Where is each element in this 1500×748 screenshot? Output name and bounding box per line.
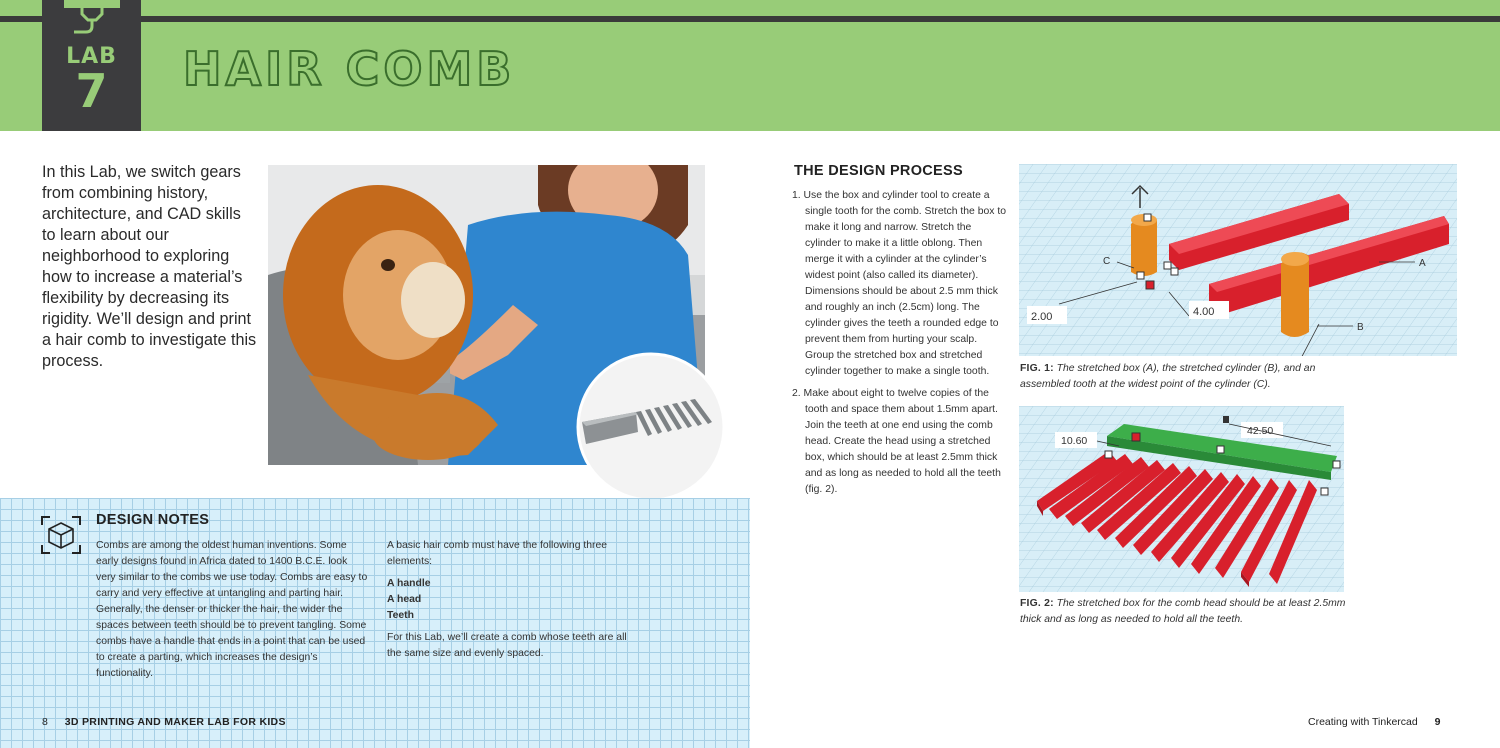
intro-paragraph: In this Lab, we switch gears from combining history, architecture, and CAD skills to learn about our neighborhood to exploring how to increase a material’s flexibility by decreasing its rigidity. We’ll design and print a hair comb to investigate this process.	[42, 163, 257, 370]
elements-list	[387, 576, 627, 624]
elements-intro: A basic hair comb must have the following three elements:	[387, 540, 608, 567]
fig2-caption-text: The stretched box for the comb head should be at least 2.5mm thick and as long as needed to hold all the teeth.	[1020, 598, 1346, 625]
element-item: Teeth	[387, 610, 414, 621]
design-process-steps	[792, 188, 1006, 504]
fig1-caption-label: FIG. 1:	[1020, 363, 1054, 374]
lab-tab	[42, 0, 141, 131]
page-number-left: 8	[42, 716, 48, 728]
section-title: Creating with Tinkercad	[1308, 716, 1418, 728]
elements-outro: For this Lab, we’ll create a comb whose teeth are all the same size and evenly spaced.	[387, 632, 627, 659]
fig2-caption	[1020, 596, 1360, 628]
fig1-dim-length: 4.00	[1193, 306, 1215, 318]
fig2-dim-length: 42.50	[1247, 425, 1274, 437]
step-item: 2. Make about eight to twelve copies of the tooth and space them about 1.5mm apart. Join the teeth at one end using the comb head. Create the head using a stretched box, which should be at least 2.5mm thick and as long as needed to hold all the teeth (fig. 2).	[792, 388, 1001, 495]
comb-closeup-inset	[576, 352, 726, 502]
fig1-label-c: C	[1103, 256, 1111, 267]
fig2-dim-thickness: 10.60	[1061, 435, 1088, 447]
fig1-label-a: A	[1419, 258, 1426, 269]
design-process-heading: THE DESIGN PROCESS	[794, 163, 963, 179]
page-title: HAIR COMB	[183, 42, 516, 96]
design-notes-text: Combs are among the oldest human inventions. Some early designs found in Africa dated to 1400 B.C.E. look very similar to the combs we use today. Combs are easy to carry and very effective at untangling and parting hair. Generally, the denser or thicker the hair, the wider the spaces between teeth should be to prevent tangling. Some combs have a handle that ends in a point that can be used to create a parting, which increases the design’s functionality.	[96, 540, 368, 679]
book-title: 3D PRINTING AND MAKER LAB FOR KIDS	[64, 716, 286, 728]
fig1-caption	[1020, 361, 1360, 393]
footer-left	[42, 716, 286, 728]
design-notes-elements	[387, 538, 627, 668]
printer-nozzle-icon	[64, 0, 120, 40]
fig2-caption-label: FIG. 2:	[1020, 598, 1054, 609]
fig1-caption-text: The stretched box (A), the stretched cylinder (B), and an assembled tooth at the widest point of the cylinder (C).	[1020, 363, 1316, 390]
design-notes-heading: DESIGN NOTES	[96, 512, 210, 528]
step-item: 1. Use the box and cylinder tool to create a single tooth for the comb. Stretch the box to make it long and narrow. Stretch the cylinder to make it a little oblong. Then merge it with a cylinder at the cylinder’s widest point (also called its diameter). Dimensions should be about 2.5 mm thick and roughly an inch (2.5cm) long. The cylinder gives the teeth a rounded edge to prevent them from hurting your scalp. Group the stretched box and stretched cylinder together to make a single tooth.	[792, 190, 1006, 377]
fig1-label-b: B	[1357, 322, 1364, 333]
cube-icon	[40, 515, 82, 555]
element-item: A handle	[387, 578, 431, 589]
element-item: A head	[387, 594, 422, 605]
footer-right	[1308, 716, 1440, 728]
page-number-right: 9	[1434, 716, 1441, 728]
fig1-dim-width: 2.00	[1031, 311, 1053, 323]
fig1-tooth-model	[1019, 164, 1457, 356]
lab-label: LAB	[66, 44, 117, 69]
header-rule	[0, 16, 1500, 22]
fig2-comb-model	[1019, 406, 1344, 592]
lab-number: 7	[75, 64, 108, 118]
